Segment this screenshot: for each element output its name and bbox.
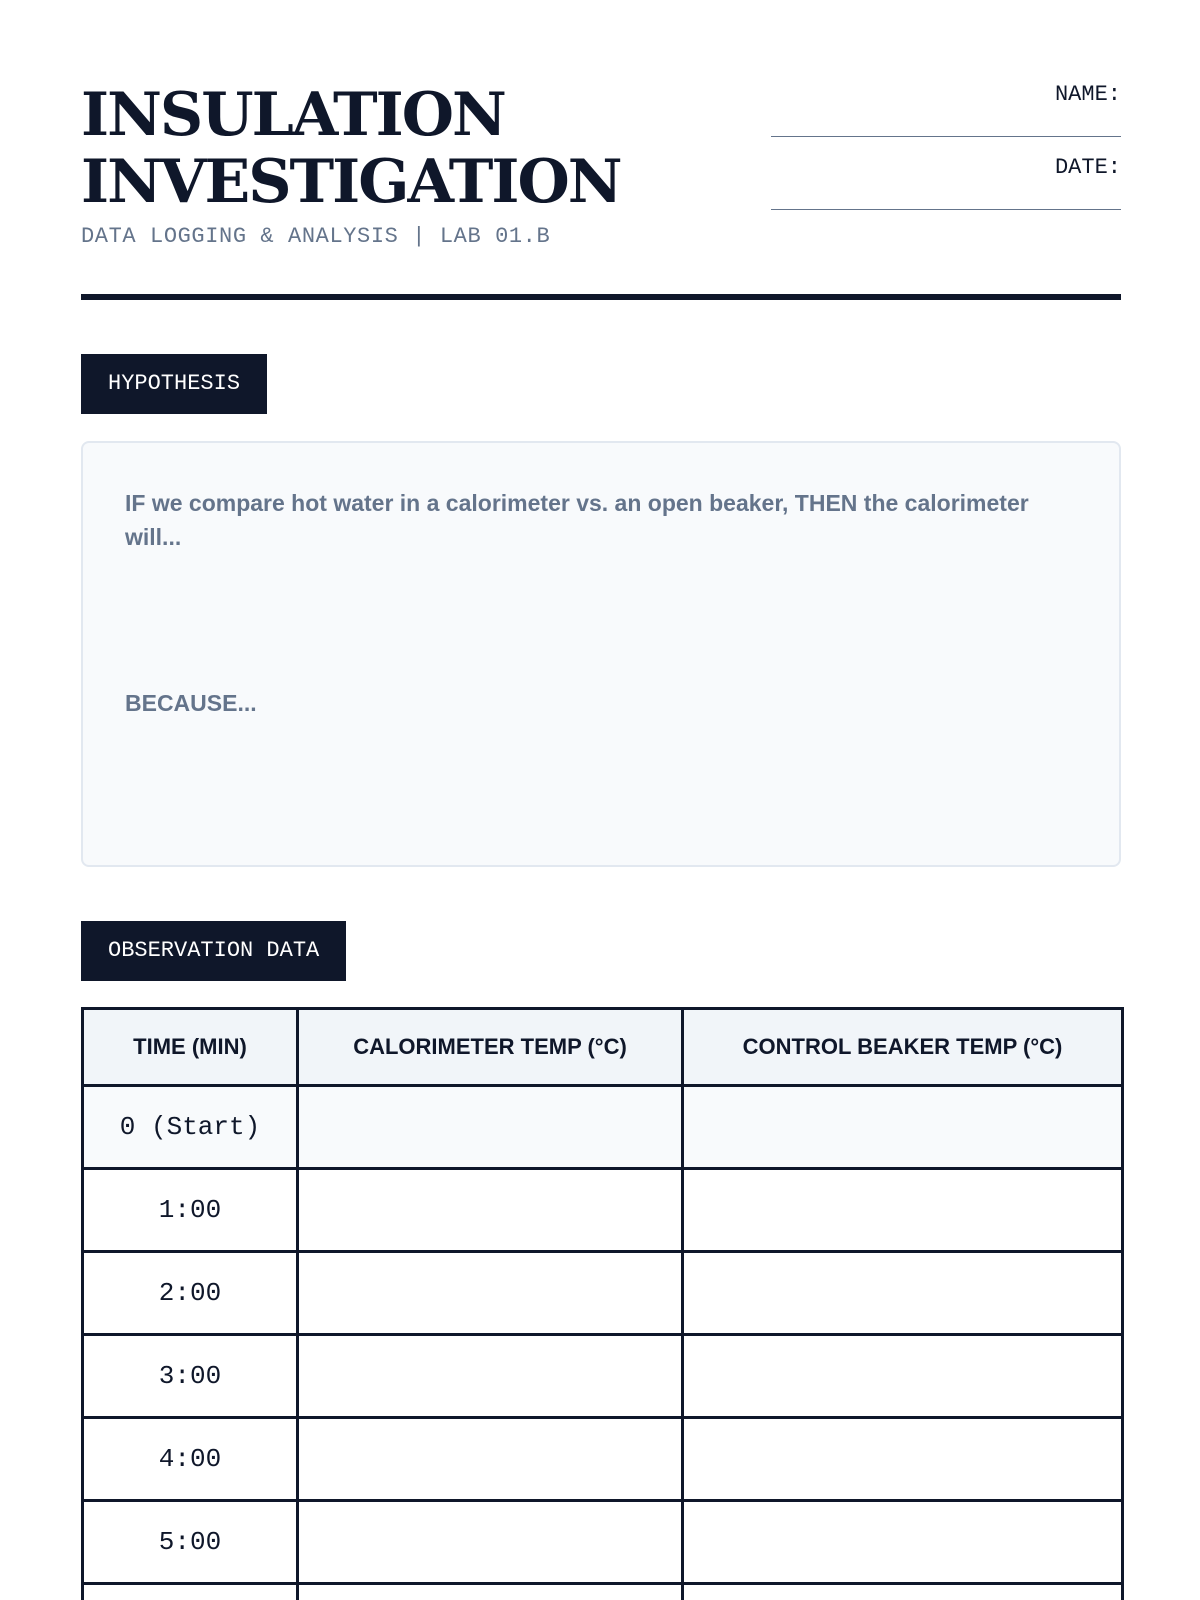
calorimeter-temp-cell[interactable] — [298, 1584, 683, 1600]
time-cell: 1:00 — [83, 1169, 298, 1252]
page-title: INSULATION INVESTIGATION — [81, 80, 621, 217]
table-row — [83, 1169, 1123, 1252]
table-row — [83, 1584, 1123, 1600]
hypothesis-section-tag: HYPOTHESIS — [81, 354, 267, 414]
header-divider — [81, 294, 1121, 300]
date-field[interactable] — [771, 155, 1121, 228]
hypothesis-prompt: IF we compare hot water in a calorimeter vs. an open beaker, THEN the calorimeter will... — [125, 490, 1029, 550]
control-temp-cell[interactable] — [683, 1418, 1123, 1501]
column-header-calorimeter: CALORIMETER TEMP (°C) — [298, 1009, 683, 1086]
table-row — [83, 1501, 1123, 1584]
time-cell: 2:00 — [83, 1252, 298, 1335]
name-write-line[interactable] — [771, 136, 1121, 137]
column-header-time: TIME (MIN) — [83, 1009, 298, 1086]
time-cell: 4:00 — [83, 1418, 298, 1501]
calorimeter-temp-cell[interactable] — [298, 1335, 683, 1418]
column-header-control: CONTROL BEAKER TEMP (°C) — [683, 1009, 1123, 1086]
table-row — [83, 1086, 1123, 1169]
time-cell: 3:00 — [83, 1335, 298, 1418]
control-temp-cell[interactable] — [683, 1252, 1123, 1335]
calorimeter-temp-cell[interactable] — [298, 1501, 683, 1584]
worksheet-header — [81, 82, 1121, 282]
control-temp-cell[interactable] — [683, 1169, 1123, 1252]
control-temp-cell[interactable] — [683, 1335, 1123, 1418]
observation-section-tag: OBSERVATION DATA — [81, 921, 346, 981]
hypothesis-because-prompt: BECAUSE... — [125, 690, 257, 716]
time-cell: 0 (Start) — [83, 1086, 298, 1169]
calorimeter-temp-cell[interactable] — [298, 1169, 683, 1252]
hypothesis-answer-box[interactable] — [81, 441, 1121, 867]
date-write-line[interactable] — [771, 209, 1121, 210]
time-cell — [83, 1584, 298, 1600]
time-cell: 5:00 — [83, 1501, 298, 1584]
calorimeter-temp-cell[interactable] — [298, 1086, 683, 1169]
date-label: DATE: — [1054, 155, 1121, 180]
student-info — [771, 82, 1121, 228]
calorimeter-temp-cell[interactable] — [298, 1252, 683, 1335]
table-row — [83, 1418, 1123, 1501]
table-header-row — [83, 1009, 1123, 1086]
calorimeter-temp-cell[interactable] — [298, 1418, 683, 1501]
control-temp-cell[interactable] — [683, 1501, 1123, 1584]
table-row — [83, 1335, 1123, 1418]
page-subtitle: DATA LOGGING & ANALYSIS | LAB 01.B — [81, 224, 551, 249]
worksheet-page — [81, 0, 1121, 1600]
name-label: NAME: — [1054, 82, 1121, 107]
table-row — [83, 1252, 1123, 1335]
observation-data-table — [81, 1007, 1124, 1600]
control-temp-cell[interactable] — [683, 1086, 1123, 1169]
control-temp-cell[interactable] — [683, 1584, 1123, 1600]
name-field[interactable] — [771, 82, 1121, 155]
